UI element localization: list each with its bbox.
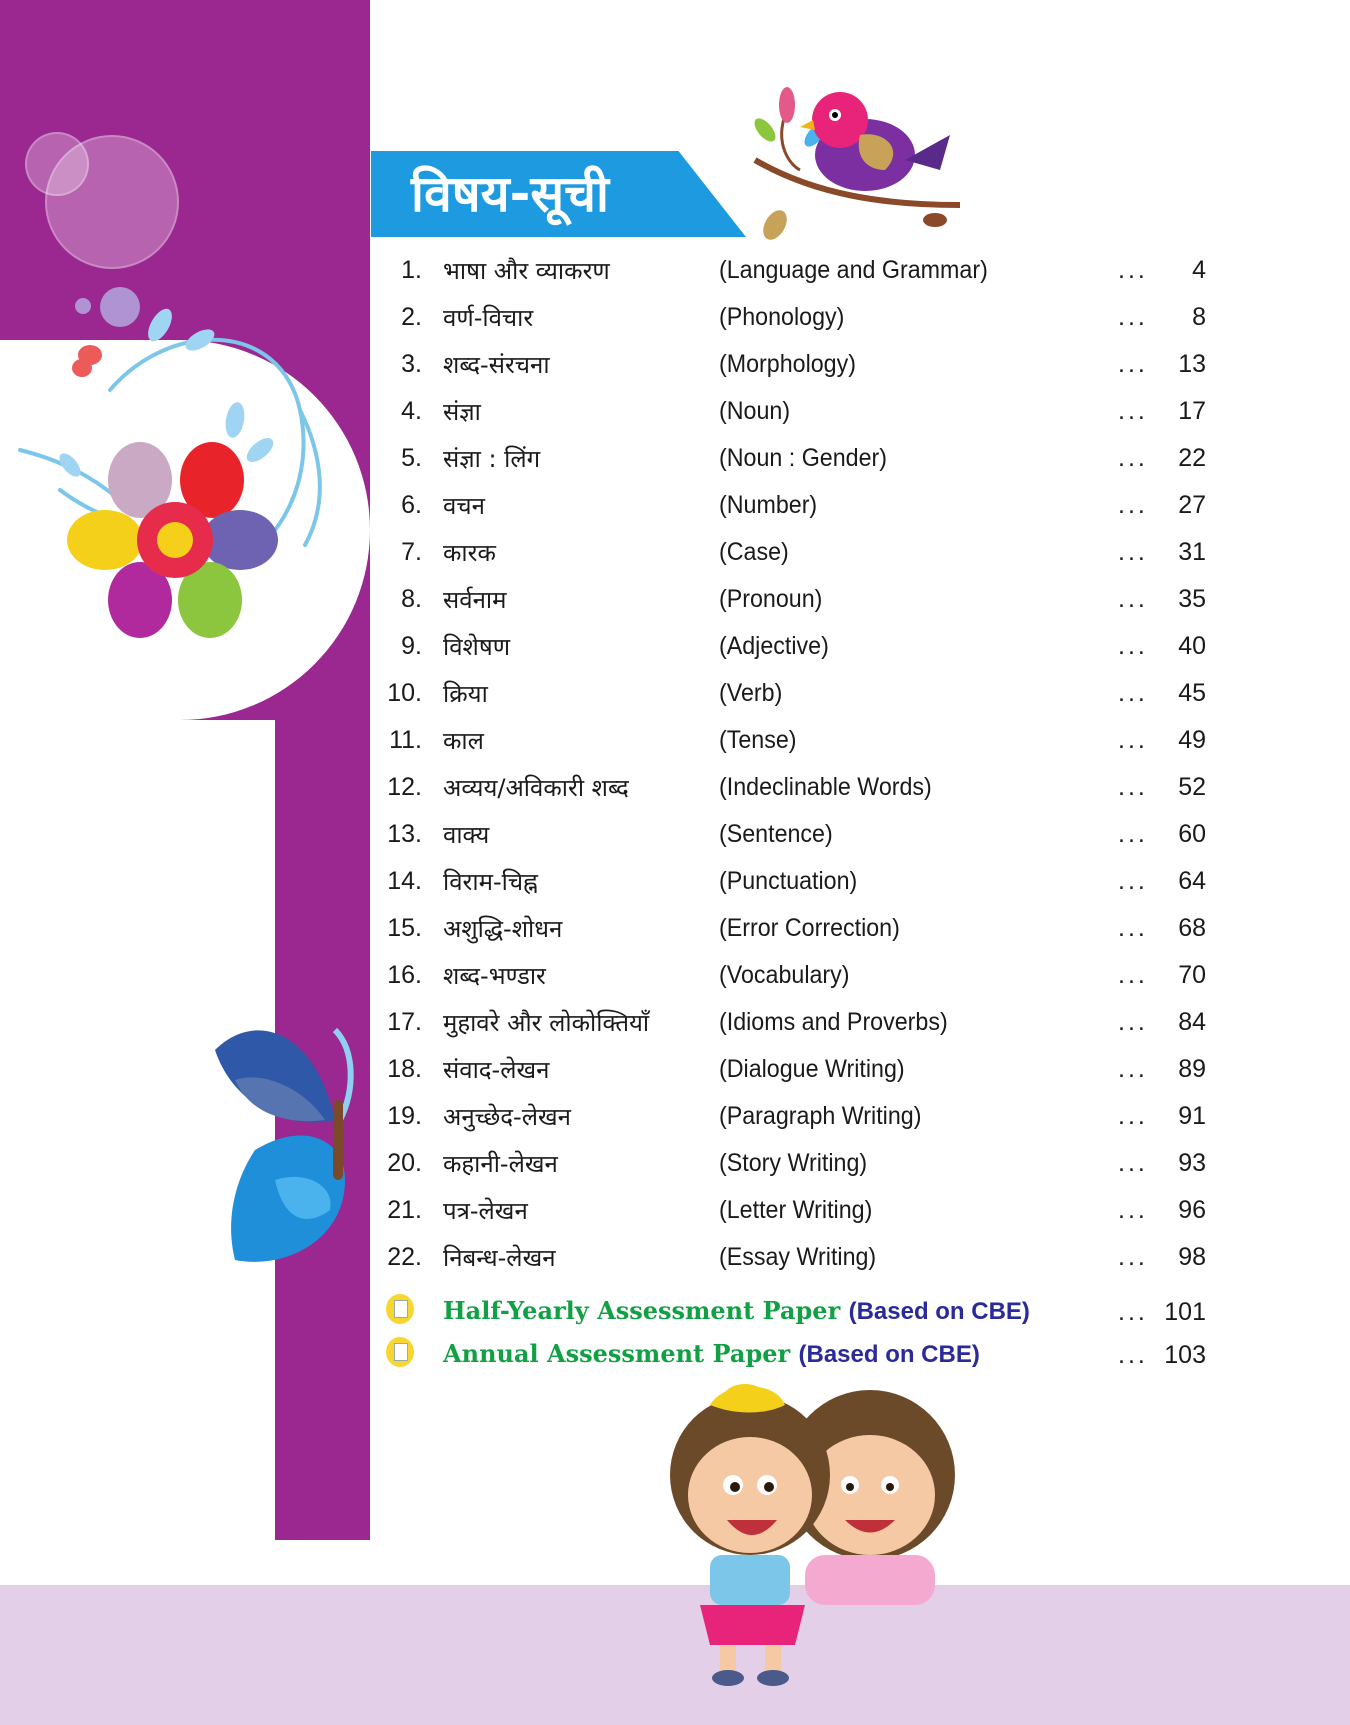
- leader-dots: ...: [1118, 726, 1148, 754]
- toc-row[interactable]: [382, 1000, 1212, 1047]
- chapter-title-english: (Noun): [719, 397, 791, 425]
- leader-dots: ...: [1118, 961, 1148, 989]
- chapter-title-hindi: शब्द-संरचना: [443, 351, 550, 379]
- toc-row[interactable]: [382, 859, 1212, 906]
- toc-row[interactable]: [382, 342, 1212, 389]
- chapter-title-hindi: निबन्ध-लेखन: [443, 1244, 556, 1272]
- chapter-page-number: 91: [1178, 1102, 1206, 1130]
- toc-row[interactable]: [382, 906, 1212, 953]
- chapter-title-english: (Essay Writing): [719, 1243, 877, 1271]
- assessment-title: Annual Assessment Paper: [443, 1339, 791, 1368]
- leader-dots: ...: [1118, 491, 1148, 519]
- chapter-number: 1.: [401, 256, 422, 284]
- chapter-title-english: (Verb): [719, 679, 783, 707]
- assessment-row-half-yearly[interactable]: [382, 1292, 1212, 1336]
- toc-row[interactable]: [382, 1235, 1212, 1282]
- chapter-title-english: (Vocabulary): [719, 961, 850, 989]
- chapter-title-english: (Language and Grammar): [719, 256, 988, 284]
- chapter-page-number: 17: [1178, 397, 1206, 425]
- chapter-page-number: 98: [1178, 1243, 1206, 1271]
- chapter-number: 11.: [389, 726, 422, 754]
- chapter-title-hindi: संवाद-लेखन: [443, 1056, 550, 1084]
- chapter-number: 6.: [401, 491, 422, 519]
- toc-row[interactable]: [382, 624, 1212, 671]
- chapter-number: 20.: [387, 1149, 422, 1177]
- chapter-title-hindi: शब्द-भण्डार: [443, 962, 546, 990]
- chapter-title-hindi: अनुच्छेद-लेखन: [443, 1103, 571, 1131]
- chapter-number: 21.: [387, 1196, 422, 1224]
- chapter-number: 16.: [387, 961, 422, 989]
- chapter-number: 2.: [401, 303, 422, 331]
- chapter-title-english: (Morphology): [719, 350, 856, 378]
- chapter-title-english: (Sentence): [719, 820, 833, 848]
- leader-dots: ...: [1118, 397, 1148, 425]
- chapter-page-number: 40: [1178, 632, 1206, 660]
- leader-dots: ...: [1118, 1008, 1148, 1036]
- document-icon: [386, 1337, 414, 1367]
- chapter-page-number: 4: [1192, 256, 1206, 284]
- chapter-title-english: (Adjective): [719, 632, 829, 660]
- assessment-title: Half-Yearly Assessment Paper: [443, 1296, 841, 1325]
- chapter-number: 5.: [401, 444, 422, 472]
- chapter-title-english: (Dialogue Writing): [719, 1055, 905, 1083]
- chapter-title-english: (Story Writing): [719, 1149, 868, 1177]
- chapter-page-number: 60: [1178, 820, 1206, 848]
- chapter-title-english: (Indeclinable Words): [719, 773, 932, 801]
- chapter-title-english: (Idioms and Proverbs): [719, 1008, 948, 1036]
- chapter-title-english: (Pronoun): [719, 585, 823, 613]
- chapter-number: 14.: [387, 867, 422, 895]
- leader-dots: ...: [1118, 1243, 1148, 1271]
- chapter-title-hindi: काल: [443, 727, 484, 755]
- leader-dots: ...: [1118, 632, 1148, 660]
- chapter-title-english: (Phonology): [719, 303, 845, 331]
- chapter-page-number: 27: [1178, 491, 1206, 519]
- assessment-subtitle: (Based on CBE): [848, 1298, 1030, 1325]
- chapter-page-number: 64: [1178, 867, 1206, 895]
- chapter-title-english: (Case): [719, 538, 789, 566]
- toc-row[interactable]: [382, 436, 1212, 483]
- chapter-page-number: 35: [1178, 585, 1206, 613]
- chapter-number: 15.: [387, 914, 422, 942]
- chapter-number: 4.: [401, 397, 422, 425]
- chapter-title-hindi: संज्ञा : लिंग: [443, 445, 541, 473]
- leader-dots: ...: [1118, 585, 1148, 613]
- chapter-title-hindi: अव्यय/अविकारी शब्द: [443, 774, 629, 802]
- table-of-contents: [382, 248, 1212, 1282]
- leader-dots: ...: [1118, 1341, 1148, 1369]
- chapter-page-number: 49: [1178, 726, 1206, 754]
- toc-row[interactable]: [382, 248, 1212, 295]
- chapter-title-hindi: कहानी-लेखन: [443, 1150, 558, 1178]
- chapter-title-hindi: क्रिया: [443, 680, 488, 708]
- chapter-title-hindi: भाषा और व्याकरण: [443, 257, 610, 285]
- leader-dots: ...: [1118, 1102, 1148, 1130]
- assessment-page-number: 101: [1164, 1298, 1206, 1326]
- chapter-page-number: 31: [1178, 538, 1206, 566]
- chapter-number: 18.: [387, 1055, 422, 1083]
- leader-dots: ...: [1118, 1149, 1148, 1177]
- chapter-title-hindi: वाक्य: [443, 821, 490, 849]
- decor-bubble-medium: [25, 132, 89, 196]
- chapter-number: 9.: [401, 632, 422, 660]
- leader-dots: ...: [1118, 773, 1148, 801]
- assessment-page-number: 103: [1164, 1341, 1206, 1369]
- chapter-title-hindi: सर्वनाम: [443, 586, 507, 614]
- chapter-title-hindi: संज्ञा: [443, 398, 481, 426]
- chapter-title-hindi: पत्र-लेखन: [443, 1197, 528, 1225]
- leader-dots: ...: [1118, 256, 1148, 284]
- chapter-title-hindi: कारक: [443, 539, 496, 567]
- chapter-number: 3.: [401, 350, 422, 378]
- chapter-title-english: (Letter Writing): [719, 1196, 873, 1224]
- leader-dots: ...: [1118, 1055, 1148, 1083]
- toc-row[interactable]: [382, 577, 1212, 624]
- chapter-page-number: 93: [1178, 1149, 1206, 1177]
- toc-row[interactable]: [382, 1141, 1212, 1188]
- toc-row[interactable]: [382, 765, 1212, 812]
- toc-row[interactable]: [382, 483, 1212, 530]
- chapter-page-number: 52: [1178, 773, 1206, 801]
- chapter-title-hindi: अशुद्धि-शोधन: [443, 915, 563, 943]
- chapter-title-english: (Punctuation): [719, 867, 858, 895]
- toc-row[interactable]: [382, 389, 1212, 436]
- chapter-page-number: 70: [1178, 961, 1206, 989]
- assessment-subtitle: (Based on CBE): [798, 1341, 980, 1368]
- leader-dots: ...: [1118, 820, 1148, 848]
- chapter-page-number: 22: [1178, 444, 1206, 472]
- toc-row[interactable]: [382, 671, 1212, 718]
- leader-dots: ...: [1118, 538, 1148, 566]
- document-icon: [386, 1294, 414, 1324]
- chapter-number: 13.: [387, 820, 422, 848]
- chapter-title-hindi: विशेषण: [443, 633, 511, 661]
- chapter-title-english: (Number): [719, 491, 818, 519]
- toc-row[interactable]: [382, 1094, 1212, 1141]
- chapter-page-number: 45: [1178, 679, 1206, 707]
- flower-illustration: [0, 300, 340, 720]
- chapter-number: 19.: [387, 1102, 422, 1130]
- leader-dots: ...: [1118, 303, 1148, 331]
- leader-dots: ...: [1118, 1298, 1148, 1326]
- chapter-title-hindi: वर्ण-विचार: [443, 304, 534, 332]
- leader-dots: ...: [1118, 444, 1148, 472]
- chapter-title-hindi: वचन: [443, 492, 485, 520]
- toc-row[interactable]: [382, 718, 1212, 765]
- toc-row[interactable]: [382, 953, 1212, 1000]
- chapter-number: 17.: [387, 1008, 422, 1036]
- chapter-page-number: 96: [1178, 1196, 1206, 1224]
- chapter-title-english: (Noun : Gender): [719, 444, 887, 472]
- chapter-number: 8.: [401, 585, 422, 613]
- chapter-number: 22.: [387, 1243, 422, 1271]
- toc-row[interactable]: [382, 530, 1212, 577]
- assessment-row-annual[interactable]: [382, 1335, 1212, 1379]
- chapter-number: 10.: [387, 679, 422, 707]
- chapter-number: 12.: [387, 773, 422, 801]
- bird-illustration: [745, 75, 965, 245]
- butterfly-illustration: [195, 1010, 375, 1280]
- chapter-page-number: 68: [1178, 914, 1206, 942]
- chapter-title-hindi: विराम-चिह्न: [443, 868, 538, 896]
- leader-dots: ...: [1118, 867, 1148, 895]
- chapter-page-number: 89: [1178, 1055, 1206, 1083]
- leader-dots: ...: [1118, 914, 1148, 942]
- chapter-page-number: 8: [1192, 303, 1206, 331]
- chapter-title-english: (Paragraph Writing): [719, 1102, 922, 1130]
- chapter-page-number: 13: [1178, 350, 1206, 378]
- chapter-page-number: 84: [1178, 1008, 1206, 1036]
- page-title: विषय-सूची: [411, 165, 609, 223]
- chapter-number: 7.: [401, 538, 422, 566]
- toc-row[interactable]: [382, 295, 1212, 342]
- leader-dots: ...: [1118, 679, 1148, 707]
- leader-dots: ...: [1118, 1196, 1148, 1224]
- chapter-title-english: (Tense): [719, 726, 797, 754]
- toc-row[interactable]: [382, 1047, 1212, 1094]
- toc-row[interactable]: [382, 1188, 1212, 1235]
- leader-dots: ...: [1118, 350, 1148, 378]
- chapter-title-hindi: मुहावरे और लोकोक्तियाँ: [443, 1009, 650, 1037]
- toc-row[interactable]: [382, 812, 1212, 859]
- children-illustration: [655, 1380, 975, 1690]
- chapter-title-english: (Error Correction): [719, 914, 900, 942]
